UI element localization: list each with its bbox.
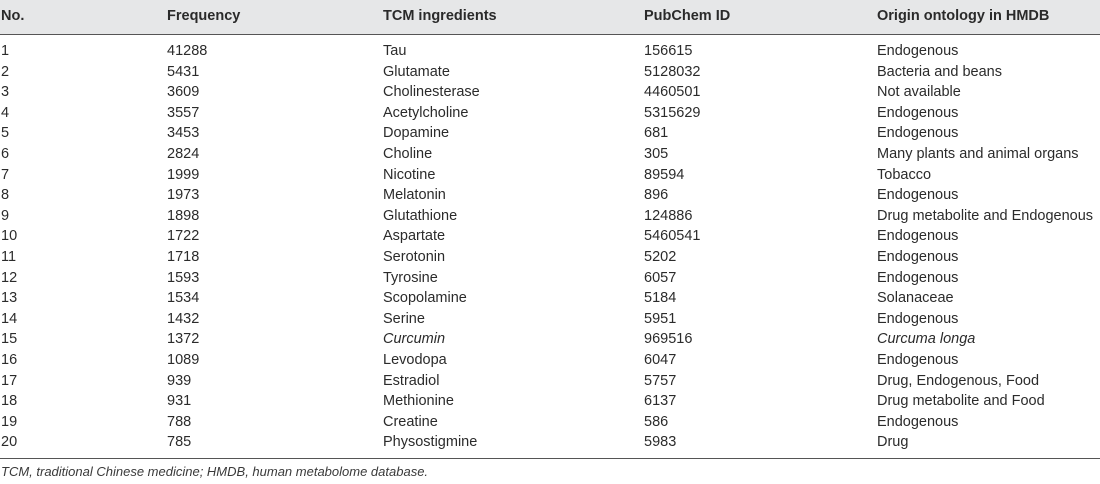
cell-pubchem-id: 6137 — [644, 393, 677, 410]
cell-ingredient: Cholinesterase — [383, 84, 480, 101]
cell-ingredient: Curcumin — [383, 331, 446, 348]
cell-ingredient: Estradiol — [383, 372, 440, 389]
cell-no: 4 — [1, 104, 10, 121]
cell-origin: Tobacco — [877, 166, 932, 183]
cell-pubchem-id: 89594 — [644, 166, 685, 183]
table-row — [0, 309, 1100, 330]
cell-no: 15 — [1, 331, 18, 348]
table-row — [0, 350, 1100, 371]
cell-no: 13 — [1, 290, 18, 307]
cell-no: 12 — [1, 269, 18, 286]
cell-no: 16 — [1, 351, 18, 368]
cell-frequency: 939 — [167, 372, 192, 389]
cell-no: 10 — [1, 228, 18, 245]
table-row — [0, 123, 1100, 144]
cell-frequency: 1898 — [167, 207, 200, 224]
table-row — [0, 206, 1100, 227]
cell-origin: Drug, Endogenous, Food — [877, 372, 1040, 389]
cell-ingredient: Aspartate — [383, 228, 446, 245]
cell-frequency: 1593 — [167, 269, 200, 286]
cell-origin: Many plants and animal organs — [877, 145, 1079, 162]
cell-ingredient: Glutamate — [383, 63, 450, 80]
cell-origin: Endogenous — [877, 248, 959, 265]
table-row — [0, 432, 1100, 453]
table-row — [0, 412, 1100, 433]
cell-pubchem-id: 681 — [644, 125, 669, 142]
table-header — [0, 0, 1100, 35]
cell-no: 18 — [1, 393, 18, 410]
cell-pubchem-id: 5757 — [644, 372, 677, 389]
cell-frequency: 3557 — [167, 104, 200, 121]
cell-frequency: 1432 — [167, 310, 200, 327]
cell-no: 8 — [1, 187, 10, 204]
cell-pubchem-id: 6047 — [644, 351, 677, 368]
cell-origin: Drug metabolite and Endogenous — [877, 207, 1094, 224]
cell-frequency: 2824 — [167, 145, 200, 162]
table-row — [0, 391, 1100, 412]
cell-ingredient: Methionine — [383, 393, 454, 410]
cell-pubchem-id: 5202 — [644, 248, 677, 265]
table-row — [0, 247, 1100, 268]
table-bottom-rule — [0, 458, 1100, 459]
cell-no: 3 — [1, 84, 10, 101]
header-no: No. — [1, 8, 25, 24]
cell-ingredient: Dopamine — [383, 125, 450, 142]
cell-ingredient: Choline — [383, 145, 433, 162]
cell-no: 2 — [1, 63, 10, 80]
cell-frequency: 931 — [167, 393, 192, 410]
table-row — [0, 268, 1100, 289]
cell-pubchem-id: 6057 — [644, 269, 677, 286]
cell-ingredient: Tau — [383, 43, 407, 59]
cell-origin: Endogenous — [877, 310, 959, 327]
cell-pubchem-id: 305 — [644, 145, 669, 162]
cell-ingredient: Nicotine — [383, 166, 436, 183]
cell-ingredient: Acetylcholine — [383, 104, 469, 121]
cell-frequency: 1372 — [167, 331, 200, 348]
cell-ingredient: Creatine — [383, 413, 438, 430]
cell-origin: Not available — [877, 84, 961, 101]
cell-no: 6 — [1, 145, 10, 162]
cell-pubchem-id: 896 — [644, 187, 669, 204]
cell-ingredient: Tyrosine — [383, 269, 438, 286]
cell-pubchem-id: 156615 — [644, 43, 693, 59]
header-frequency: Frequency — [167, 8, 241, 24]
cell-pubchem-id: 969516 — [644, 331, 693, 348]
cell-pubchem-id: 124886 — [644, 207, 693, 224]
cell-frequency: 1973 — [167, 187, 200, 204]
cell-ingredient: Serotonin — [383, 248, 446, 265]
header-pubchem-id: PubChem ID — [644, 8, 731, 24]
cell-ingredient: Glutathione — [383, 207, 458, 224]
cell-no: 9 — [1, 207, 10, 224]
table-row — [0, 41, 1100, 62]
cell-no: 5 — [1, 125, 10, 142]
cell-ingredient: Levodopa — [383, 351, 447, 368]
header-tcm-ingredients: TCM ingredients — [383, 8, 497, 24]
cell-pubchem-id: 5983 — [644, 434, 677, 451]
table-row — [0, 82, 1100, 103]
cell-pubchem-id: 586 — [644, 413, 669, 430]
table-footnote: TCM, traditional Chinese medicine; HMDB, human metabolome database. — [1, 464, 429, 479]
table-row — [0, 288, 1100, 309]
cell-frequency: 785 — [167, 434, 192, 451]
cell-frequency: 3609 — [167, 84, 200, 101]
header-origin-ontology: Origin ontology in HMDB — [877, 8, 1050, 24]
table-row — [0, 165, 1100, 186]
cell-origin: Drug metabolite and Food — [877, 393, 1045, 410]
cell-origin: Endogenous — [877, 413, 959, 430]
cell-origin: Endogenous — [877, 104, 959, 121]
table-row — [0, 226, 1100, 247]
cell-origin: Curcuma longa — [877, 331, 976, 348]
cell-no: 11 — [1, 248, 17, 265]
cell-frequency: 1718 — [167, 248, 200, 265]
table-row — [0, 329, 1100, 350]
cell-frequency: 5431 — [167, 63, 200, 80]
cell-no: 20 — [1, 434, 18, 451]
cell-no: 17 — [1, 372, 18, 389]
cell-origin: Bacteria and beans — [877, 63, 1002, 80]
cell-origin: Endogenous — [877, 187, 959, 204]
table-body — [0, 41, 1100, 453]
cell-no: 14 — [1, 310, 18, 327]
cell-pubchem-id: 4460501 — [644, 84, 701, 101]
table-row — [0, 144, 1100, 165]
cell-no: 1 — [1, 43, 10, 59]
cell-origin: Endogenous — [877, 125, 959, 142]
cell-frequency: 41288 — [167, 43, 208, 59]
cell-pubchem-id: 5128032 — [644, 63, 701, 80]
table-row — [0, 185, 1100, 206]
cell-ingredient: Scopolamine — [383, 290, 467, 307]
table-row — [0, 62, 1100, 83]
cell-ingredient: Serine — [383, 310, 425, 327]
cell-frequency: 3453 — [167, 125, 200, 142]
cell-frequency: 1999 — [167, 166, 200, 183]
cell-frequency: 788 — [167, 413, 192, 430]
cell-origin: Endogenous — [877, 269, 959, 286]
table-row — [0, 371, 1100, 392]
cell-no: 7 — [1, 166, 10, 183]
cell-frequency: 1089 — [167, 351, 200, 368]
cell-ingredient: Physostigmine — [383, 434, 478, 451]
cell-pubchem-id: 5951 — [644, 310, 677, 327]
table-row — [0, 103, 1100, 124]
cell-no: 19 — [1, 413, 18, 430]
cell-origin: Solanaceae — [877, 290, 954, 307]
cell-ingredient: Melatonin — [383, 187, 446, 204]
cell-origin: Endogenous — [877, 228, 959, 245]
cell-frequency: 1534 — [167, 290, 200, 307]
cell-origin: Endogenous — [877, 351, 959, 368]
cell-pubchem-id: 5184 — [644, 290, 677, 307]
cell-pubchem-id: 5315629 — [644, 104, 701, 121]
cell-frequency: 1722 — [167, 228, 200, 245]
cell-origin: Endogenous — [877, 43, 959, 59]
cell-pubchem-id: 5460541 — [644, 228, 701, 245]
cell-origin: Drug — [877, 434, 909, 451]
